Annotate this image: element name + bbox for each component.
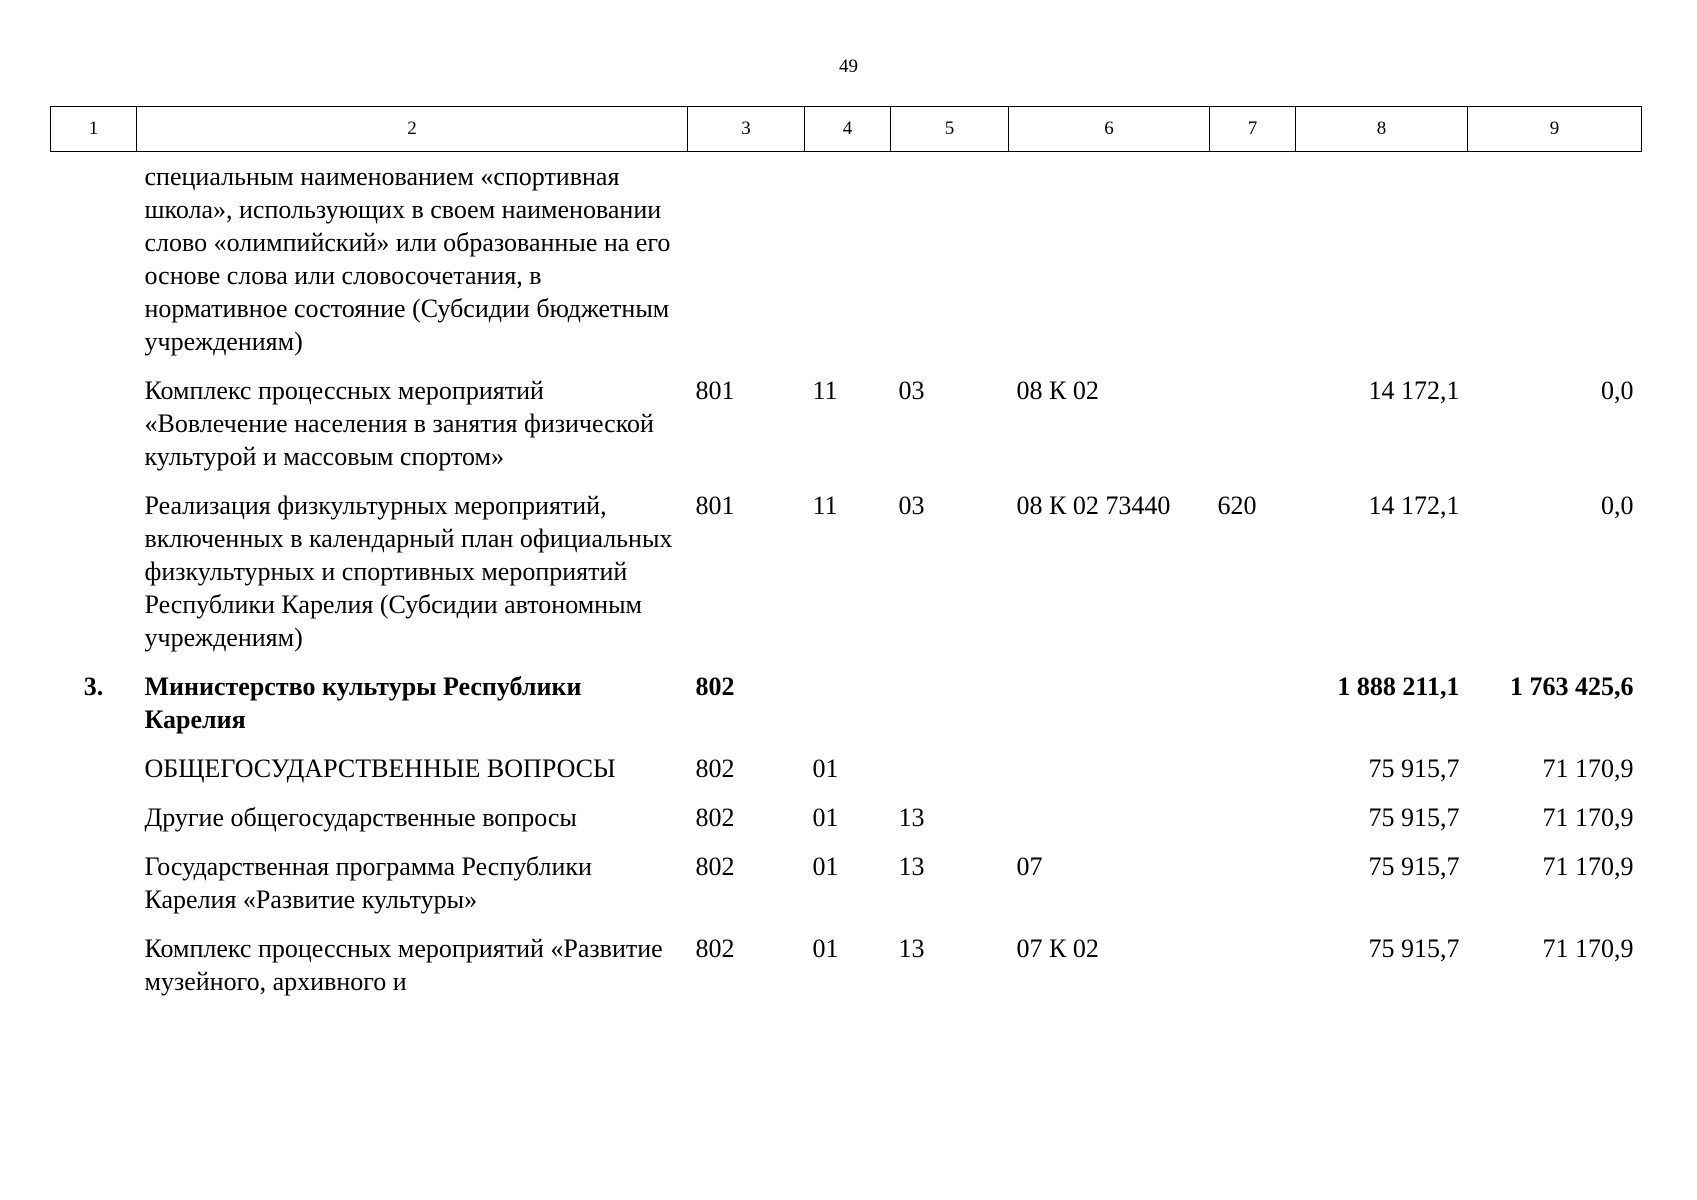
column-header: 9 [1468, 107, 1642, 152]
row-number [51, 489, 137, 670]
target-article-code [1009, 801, 1210, 850]
table-row [51, 752, 1642, 801]
target-article-code: 07 К 02 [1016, 934, 1099, 963]
section-code [805, 670, 891, 752]
table-row [51, 374, 1642, 489]
ministry-code: 801 [695, 491, 735, 520]
amount-year-2: 0,0 [1601, 491, 1634, 520]
amount-year-2: 71 170,9 [1542, 934, 1634, 963]
ministry-code: 802 [695, 754, 735, 783]
row-number [51, 374, 137, 489]
table-row [51, 489, 1642, 670]
table-row [51, 932, 1642, 1014]
row-name: Государственная программа Республики Карелия «Развитие культуры» [144, 852, 592, 914]
column-number-header [51, 107, 1642, 152]
row-number [51, 850, 137, 932]
subsection-code: 03 [898, 376, 925, 405]
subsection-code: 13 [898, 852, 925, 881]
table-row [51, 670, 1642, 752]
amount-year-1: 75 915,7 [1368, 852, 1460, 881]
row-name: Реализация физкультурных мероприятий, включенных в календарный план официальных физкультурных и спортивных мероприятий Республики Карелия (Субсидии автономным учреждениям) [144, 491, 673, 652]
ministry-code: 802 [695, 672, 735, 701]
amount-year-1: 1 888 211,1 [1337, 672, 1460, 701]
amount-year-2: 71 170,9 [1542, 754, 1634, 783]
column-header: 1 [51, 107, 137, 152]
expense-type-code [1210, 670, 1296, 752]
subsection-code [891, 752, 1009, 801]
amount-year-2: 1 763 425,6 [1510, 672, 1634, 701]
section-code: 01 [812, 754, 839, 783]
expense-type-code: 620 [1217, 491, 1257, 520]
column-header: 8 [1296, 107, 1468, 152]
section-code: 01 [812, 803, 839, 832]
expense-type-code [1210, 374, 1296, 489]
amount-year-1 [1296, 152, 1468, 375]
subsection-code [891, 152, 1009, 375]
row-number [51, 932, 137, 1014]
amount-year-1: 14 172,1 [1368, 491, 1460, 520]
column-header: 2 [137, 107, 688, 152]
section-code: 01 [812, 934, 839, 963]
target-article-code: 08 К 02 73440 [1016, 491, 1171, 520]
section-code [805, 152, 891, 375]
budget-table [50, 106, 1642, 1014]
amount-year-1: 75 915,7 [1368, 803, 1460, 832]
amount-year-2 [1468, 152, 1642, 375]
section-code: 11 [812, 491, 838, 520]
target-article-code: 07 [1016, 852, 1043, 881]
row-name: специальным наименованием «спортивная школа», использующих в своем наименовании слово «олимпийский» или образованные на его основе слова или словосочетания, в нормативное состояние (Субсидии бюджетным учреждениям) [144, 162, 671, 356]
expense-type-code [1210, 850, 1296, 932]
row-name: Другие общегосударственные вопросы [144, 803, 577, 832]
expense-type-code [1210, 932, 1296, 1014]
target-article-code [1009, 752, 1210, 801]
row-name: Министерство культуры Республики Карелия [144, 672, 582, 734]
ministry-code: 802 [695, 934, 735, 963]
amount-year-1: 75 915,7 [1368, 754, 1460, 783]
ministry-code [688, 152, 805, 375]
subsection-code: 03 [898, 491, 925, 520]
ministry-code: 802 [695, 852, 735, 881]
amount-year-2: 71 170,9 [1542, 852, 1634, 881]
column-header: 3 [688, 107, 805, 152]
amount-year-2: 0,0 [1601, 376, 1634, 405]
row-name: Комплекс процессных мероприятий «Вовлечение населения в занятия физической культурой и массовым спортом» [144, 376, 654, 471]
subsection-code [891, 670, 1009, 752]
target-article-code [1009, 152, 1210, 375]
row-number [51, 152, 137, 375]
column-header: 7 [1210, 107, 1296, 152]
subsection-code: 13 [898, 934, 925, 963]
row-number [51, 801, 137, 850]
row-number [51, 752, 137, 801]
ministry-code: 801 [695, 376, 735, 405]
target-article-code: 08 К 02 [1016, 376, 1099, 405]
table-row [51, 152, 1642, 375]
page-number: 49 [839, 56, 858, 77]
expense-type-code [1210, 152, 1296, 375]
amount-year-1: 75 915,7 [1368, 934, 1460, 963]
ministry-code: 802 [695, 803, 735, 832]
expense-type-code [1210, 752, 1296, 801]
table-row [51, 850, 1642, 932]
amount-year-2: 71 170,9 [1542, 803, 1634, 832]
row-number: 3. [83, 672, 104, 701]
column-header: 4 [805, 107, 891, 152]
amount-year-1: 14 172,1 [1368, 376, 1460, 405]
row-name: ОБЩЕГОСУДАРСТВЕННЫЕ ВОПРОСЫ [144, 754, 616, 783]
section-code: 11 [812, 376, 838, 405]
column-header: 5 [891, 107, 1009, 152]
subsection-code: 13 [898, 803, 925, 832]
table-row [51, 801, 1642, 850]
column-header: 6 [1009, 107, 1210, 152]
expense-type-code [1210, 801, 1296, 850]
row-name: Комплекс процессных мероприятий «Развитие музейного, архивного и [144, 934, 663, 996]
target-article-code [1009, 670, 1210, 752]
section-code: 01 [812, 852, 839, 881]
